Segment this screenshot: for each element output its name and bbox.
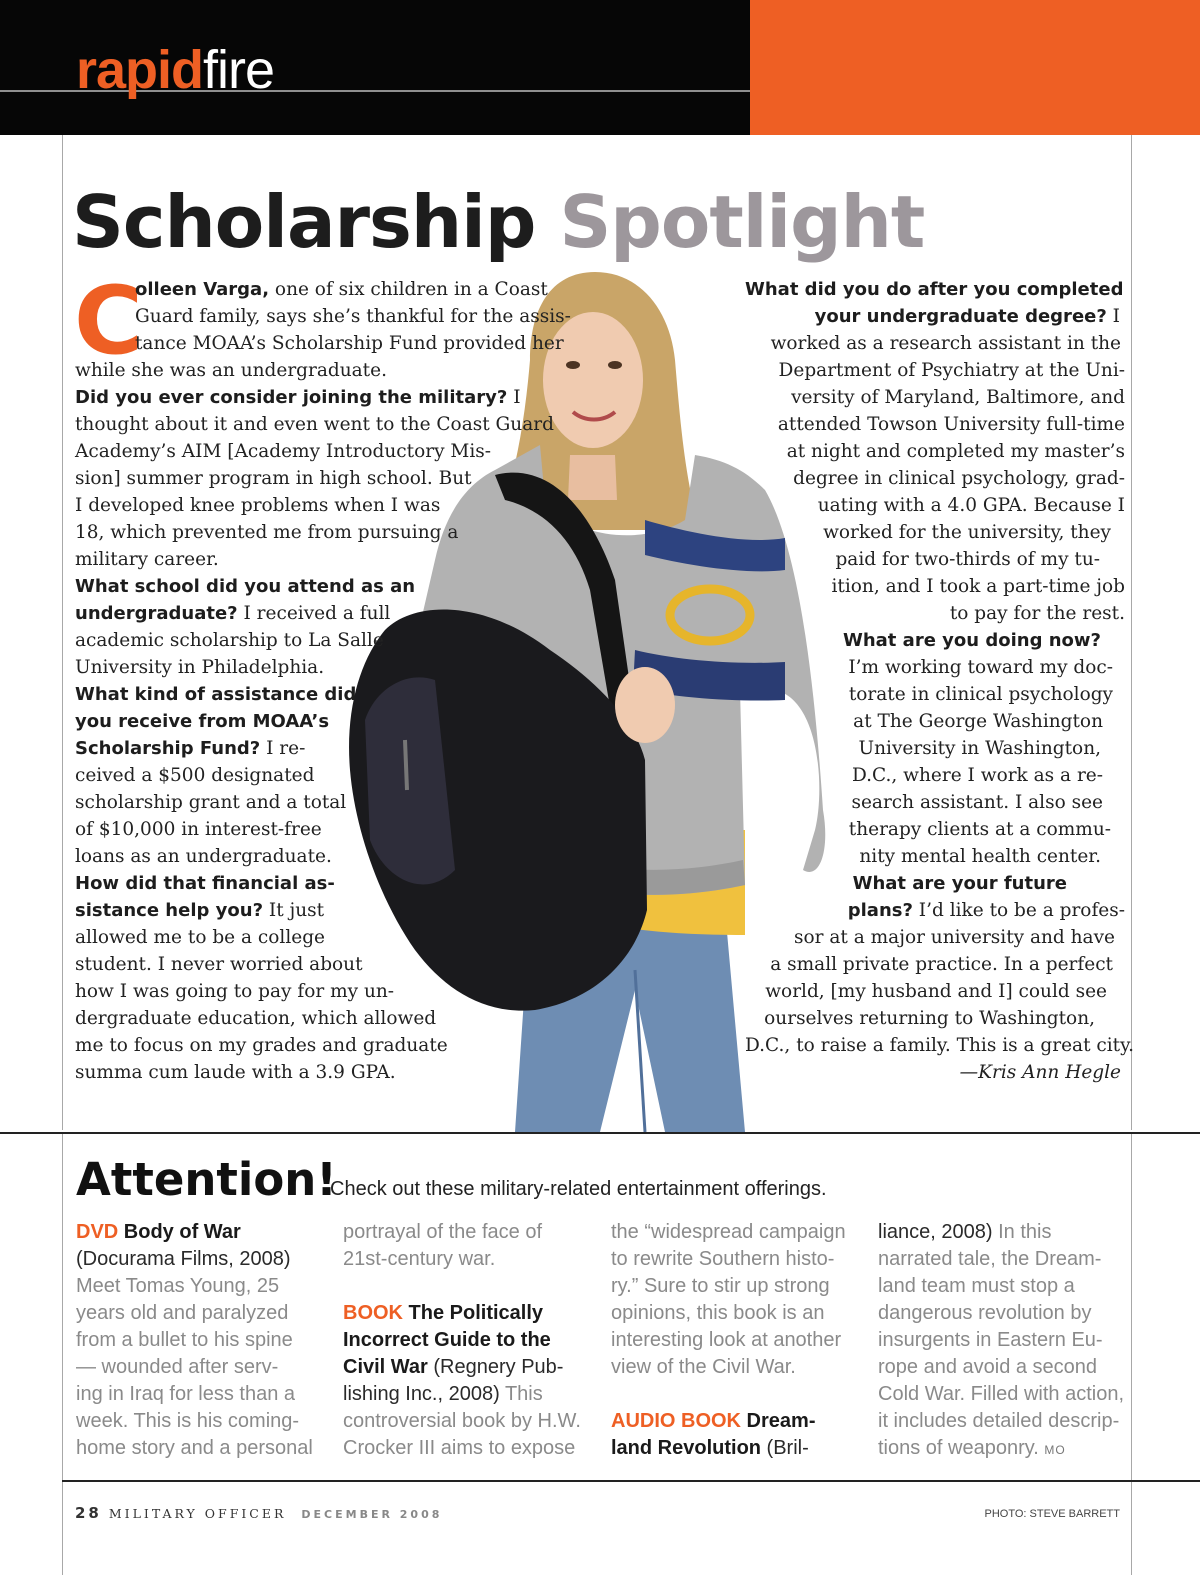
text-line bbox=[75, 627, 555, 654]
text-line bbox=[75, 978, 555, 1005]
text-line bbox=[611, 1408, 871, 1435]
question-text: What are you doing now? bbox=[842, 630, 1101, 651]
article-column-left bbox=[74, 267, 571, 1086]
body-text: week. This is his coming- bbox=[76, 1410, 300, 1432]
offering-column-4 bbox=[878, 1219, 1138, 1464]
text-line bbox=[75, 330, 564, 357]
text-line bbox=[878, 1246, 1138, 1273]
body-text: MO bbox=[1044, 1443, 1066, 1457]
text-line bbox=[75, 573, 555, 600]
body-text: search assistant. I also see bbox=[851, 792, 1103, 813]
body-text: land team must stop a bbox=[878, 1275, 1075, 1297]
body-text: attended Towson University full-time bbox=[777, 414, 1125, 435]
body-text: University in Philadelphia. bbox=[75, 657, 325, 678]
body-text: academic scholarship to La Salle bbox=[75, 630, 384, 651]
text-line bbox=[75, 465, 555, 492]
body-text: tance MOAA’s Scholarship Fund provided her bbox=[135, 333, 564, 354]
text-line bbox=[745, 735, 1125, 762]
page-title bbox=[72, 180, 924, 264]
text-line bbox=[745, 681, 1125, 708]
question-text: How did that financial as- bbox=[75, 873, 335, 894]
text-line bbox=[75, 951, 555, 978]
body-text: to rewrite Southern histo- bbox=[611, 1248, 835, 1270]
body-text: Meet Tomas Young, 25 bbox=[76, 1275, 280, 1297]
text-line bbox=[745, 627, 1125, 654]
body-text: thought about it and even went to the Coast Guard bbox=[75, 414, 554, 435]
body-text: allowed me to be a college bbox=[75, 927, 325, 948]
page-title-scholarship: Scholarship bbox=[72, 180, 536, 264]
text-line bbox=[745, 330, 1125, 357]
text-line bbox=[745, 411, 1125, 438]
body-text: University in Washington, bbox=[858, 738, 1101, 759]
text-line bbox=[878, 1435, 1138, 1464]
body-text: the “widespread campaign bbox=[611, 1221, 846, 1243]
text-line bbox=[75, 654, 555, 681]
body-text: I bbox=[1106, 306, 1120, 327]
body-text: In this bbox=[992, 1221, 1052, 1243]
body-text: degree in clinical psychology, grad- bbox=[793, 468, 1125, 489]
text-line bbox=[745, 951, 1125, 978]
text-line bbox=[745, 384, 1125, 411]
body-text: (Bril- bbox=[761, 1437, 809, 1459]
body-text: (Docurama Films, 2008) bbox=[76, 1248, 291, 1270]
body-text: uating with a 4.0 GPA. Because I bbox=[817, 495, 1125, 516]
text-line bbox=[745, 762, 1125, 789]
body-text: I’d like to be a profes- bbox=[912, 900, 1125, 921]
section-divider bbox=[0, 1132, 1200, 1134]
body-text: view of the Civil War. bbox=[611, 1356, 796, 1378]
text-line bbox=[745, 789, 1125, 816]
body-text: It just bbox=[263, 900, 325, 921]
question-text: your undergraduate degree? bbox=[814, 306, 1107, 327]
body-text: one of six children in a Coast bbox=[269, 279, 548, 300]
media-title: Incorrect Guide to the bbox=[343, 1329, 551, 1351]
body-text: controversial book by H.W. bbox=[343, 1410, 581, 1432]
body-text: tions of weaponry. bbox=[878, 1437, 1045, 1459]
text-line bbox=[611, 1273, 871, 1300]
attention-heading: Attention! bbox=[76, 1153, 337, 1206]
body-text: (Regnery Pub- bbox=[427, 1356, 564, 1378]
text-line bbox=[745, 600, 1125, 627]
body-text: Guard family, says she’s thankful for the assis- bbox=[135, 306, 571, 327]
text-line bbox=[75, 897, 555, 924]
text-line bbox=[611, 1435, 871, 1462]
text-line bbox=[75, 357, 555, 384]
body-text: 18, which prevented me from pursuing a bbox=[75, 522, 459, 543]
question-text: What kind of assistance did bbox=[75, 684, 357, 705]
question-text: sistance help you? bbox=[75, 900, 264, 921]
text-line bbox=[76, 1273, 336, 1300]
body-text: torate in clinical psychology bbox=[848, 684, 1113, 705]
body-text: opinions, this book is an bbox=[611, 1302, 825, 1324]
body-text: dergraduate education, which allowed bbox=[75, 1008, 437, 1029]
body-text: D.C., where I work as a re- bbox=[851, 765, 1103, 786]
body-text: of $10,000 in interest-free bbox=[75, 819, 322, 840]
media-category: BOOK bbox=[343, 1302, 403, 1324]
magazine-name: MILITARY OFFICER bbox=[108, 1506, 287, 1521]
body-text: This bbox=[499, 1383, 543, 1405]
body-text: I developed knee problems when I was bbox=[75, 495, 441, 516]
body-text: ry.” Sure to stir up strong bbox=[611, 1275, 830, 1297]
body-text: how I was going to pay for my un- bbox=[75, 981, 395, 1002]
text-line bbox=[75, 1059, 555, 1086]
issue-date: DECEMBER 2008 bbox=[301, 1508, 443, 1521]
header-band-orange bbox=[750, 0, 1200, 135]
frame-rule-right bbox=[1131, 135, 1132, 1130]
text-line bbox=[745, 708, 1125, 735]
text-line bbox=[75, 924, 555, 951]
text-line bbox=[611, 1219, 871, 1246]
body-text: military career. bbox=[75, 549, 219, 570]
text-line bbox=[611, 1327, 871, 1354]
body-text: narrated tale, the Dream- bbox=[878, 1248, 1102, 1270]
body-text: Academy’s AIM [Academy Introductory Mis- bbox=[75, 441, 492, 462]
text-line bbox=[745, 519, 1125, 546]
offering-column-1 bbox=[76, 1219, 336, 1462]
body-text: at The George Washington bbox=[853, 711, 1103, 732]
text-line bbox=[745, 357, 1125, 384]
text-line bbox=[75, 546, 555, 573]
body-text: ing in Iraq for less than a bbox=[76, 1383, 296, 1405]
text-line bbox=[878, 1381, 1138, 1408]
body-text: at night and completed my master’s bbox=[786, 441, 1125, 462]
text-line bbox=[75, 1032, 555, 1059]
body-text: I received a full bbox=[237, 603, 391, 624]
text-line bbox=[75, 870, 555, 897]
text-line bbox=[75, 735, 555, 762]
text-line bbox=[75, 681, 555, 708]
photo-credit: PHOTO: STEVE BARRETT bbox=[984, 1508, 1120, 1520]
offering-column-3 bbox=[611, 1219, 871, 1462]
body-text: —Kris Ann Hegle bbox=[959, 1062, 1121, 1083]
body-text: rope and avoid a second bbox=[878, 1356, 1098, 1378]
text-line bbox=[75, 492, 555, 519]
text-line bbox=[745, 465, 1125, 492]
body-text: interesting look at another bbox=[611, 1329, 842, 1351]
text-line bbox=[745, 924, 1125, 951]
text-line bbox=[611, 1300, 871, 1327]
section-label-fire: fire bbox=[203, 40, 275, 100]
text-line bbox=[745, 654, 1125, 681]
text-line bbox=[76, 1408, 336, 1435]
body-text: lishing Inc., 2008) bbox=[343, 1383, 500, 1405]
body-text: paid for two-thirds of my tu- bbox=[835, 549, 1100, 570]
page-number: 28 bbox=[75, 1504, 102, 1522]
body-text: loans as an undergraduate. bbox=[75, 846, 332, 867]
body-text: Department of Psychiatry at the Uni- bbox=[778, 360, 1125, 381]
text-line bbox=[76, 1246, 336, 1273]
body-text: liance, 2008) bbox=[878, 1221, 993, 1243]
body-text: ition, and I took a part-time job bbox=[831, 576, 1125, 597]
text-line bbox=[76, 1381, 336, 1408]
question-text: Scholarship Fund? bbox=[75, 738, 261, 759]
body-text: summa cum laude with a 3.9 GPA. bbox=[75, 1062, 396, 1083]
text-line bbox=[76, 1327, 336, 1354]
question-text: What are your future bbox=[852, 873, 1067, 894]
text-line bbox=[75, 1005, 555, 1032]
text-line bbox=[745, 303, 1125, 330]
body-text: scholarship grant and a total bbox=[75, 792, 347, 813]
article-column-right bbox=[745, 276, 1134, 1086]
text-line bbox=[745, 276, 1125, 303]
body-text: years old and paralyzed bbox=[76, 1302, 289, 1324]
text-line bbox=[343, 1435, 603, 1462]
body-text: I bbox=[507, 387, 521, 408]
body-text: versity of Maryland, Baltimore, and bbox=[791, 387, 1125, 408]
body-text: D.C., to raise a family. This is a great city. bbox=[745, 1035, 1134, 1056]
text-line bbox=[75, 816, 555, 843]
text-line bbox=[878, 1273, 1138, 1300]
media-category: DVD bbox=[76, 1221, 119, 1243]
body-text: I re- bbox=[260, 738, 306, 759]
text-line bbox=[878, 1408, 1138, 1435]
text-line bbox=[75, 789, 555, 816]
page-footer bbox=[75, 1504, 442, 1522]
body-text: home story and a personal bbox=[76, 1437, 313, 1459]
footer-divider bbox=[62, 1480, 1200, 1482]
media-title: Dream- bbox=[741, 1410, 816, 1432]
body-text: ourselves returning to Washington, bbox=[764, 1008, 1095, 1029]
text-line bbox=[745, 1005, 1125, 1032]
text-line bbox=[745, 1059, 1125, 1086]
frame-rule-left-lower bbox=[62, 1134, 63, 1575]
body-text: Cold War. Filled with action, bbox=[878, 1383, 1125, 1405]
media-category: AUDIO BOOK bbox=[611, 1410, 741, 1432]
text-line bbox=[745, 870, 1125, 897]
body-text: nity mental health center. bbox=[859, 846, 1101, 867]
text-line bbox=[343, 1300, 603, 1327]
offering-column-2 bbox=[343, 1219, 603, 1462]
body-text: a small private practice. In a perfect bbox=[770, 954, 1113, 975]
text-line bbox=[76, 1435, 336, 1462]
text-line bbox=[76, 1219, 336, 1246]
body-text: Crocker III aims to expose bbox=[343, 1437, 576, 1459]
text-line bbox=[343, 1408, 603, 1435]
body-text: worked as a research assistant in the bbox=[770, 333, 1121, 354]
text-line bbox=[611, 1354, 871, 1381]
body-text: insurgents in Eastern Eu- bbox=[878, 1329, 1103, 1351]
body-text: world, [my husband and I] could see bbox=[765, 981, 1107, 1002]
question-text: plans? bbox=[847, 900, 913, 921]
body-text: student. I never worried about bbox=[75, 954, 363, 975]
body-text: from a bullet to his spine bbox=[76, 1329, 293, 1351]
text-line bbox=[745, 492, 1125, 519]
body-text: 21st-century war. bbox=[343, 1248, 496, 1270]
media-title: Civil War bbox=[343, 1356, 428, 1378]
body-text: portrayal of the face of bbox=[343, 1221, 543, 1243]
text-line bbox=[75, 843, 555, 870]
text-line bbox=[75, 519, 555, 546]
text-line bbox=[75, 411, 555, 438]
text-line bbox=[878, 1354, 1138, 1381]
text-line bbox=[878, 1327, 1138, 1354]
text-line bbox=[343, 1327, 603, 1354]
body-text: dangerous revolution by bbox=[878, 1302, 1092, 1324]
text-line bbox=[878, 1219, 1138, 1246]
text-line bbox=[745, 546, 1125, 573]
text-line bbox=[75, 276, 555, 303]
body-text: ceived a $500 designated bbox=[75, 765, 315, 786]
page-title-spotlight: Spotlight bbox=[559, 180, 925, 264]
text-line bbox=[343, 1219, 603, 1246]
body-text: — wounded after serv- bbox=[76, 1356, 279, 1378]
body-text: sor at a major university and have bbox=[794, 927, 1115, 948]
text-line bbox=[745, 816, 1125, 843]
text-line bbox=[745, 843, 1125, 870]
question-text: What did you do after you completed bbox=[745, 279, 1124, 300]
text-line bbox=[611, 1381, 871, 1408]
body-text: while she was an undergraduate. bbox=[75, 360, 387, 381]
text-line bbox=[75, 438, 555, 465]
body-text: sion] summer program in high school. But bbox=[75, 468, 472, 489]
body-text: it includes detailed descrip- bbox=[878, 1410, 1120, 1432]
question-text: What school did you attend as an bbox=[75, 576, 416, 597]
text-line bbox=[878, 1300, 1138, 1327]
text-line bbox=[76, 1354, 336, 1381]
question-text: you receive from MOAA’s bbox=[75, 711, 330, 732]
question-text: Did you ever consider joining the military? bbox=[75, 387, 508, 408]
text-line bbox=[343, 1381, 603, 1408]
text-line bbox=[611, 1246, 871, 1273]
question-text: olleen Varga, bbox=[135, 279, 270, 300]
text-line bbox=[745, 1032, 1134, 1059]
media-title: Body of War bbox=[118, 1221, 241, 1243]
text-line bbox=[75, 303, 571, 330]
body-text: me to focus on my grades and graduate bbox=[75, 1035, 448, 1056]
text-line bbox=[745, 573, 1125, 600]
body-text: worked for the university, they bbox=[823, 522, 1111, 543]
drop-cap: C bbox=[74, 267, 143, 376]
media-title: land Revolution bbox=[611, 1437, 761, 1459]
text-line bbox=[343, 1246, 603, 1273]
text-line bbox=[745, 438, 1125, 465]
text-line bbox=[343, 1273, 603, 1300]
body-text: therapy clients at a commu- bbox=[848, 819, 1111, 840]
text-line bbox=[75, 708, 555, 735]
body-text: I’m working toward my doc- bbox=[848, 657, 1113, 678]
section-label-rapid: rapid bbox=[76, 40, 204, 100]
attention-subheading: Check out these military-related entertainment offerings. bbox=[330, 1178, 827, 1200]
text-line bbox=[343, 1354, 603, 1381]
question-text: undergraduate? bbox=[75, 603, 238, 624]
text-line bbox=[75, 384, 555, 411]
body-text: to pay for the rest. bbox=[949, 603, 1125, 624]
text-line bbox=[75, 762, 555, 789]
frame-rule-left bbox=[62, 135, 63, 1130]
section-label bbox=[76, 40, 274, 100]
media-title: The Politically bbox=[403, 1302, 544, 1324]
text-line bbox=[76, 1300, 336, 1327]
text-line bbox=[745, 897, 1125, 924]
text-line bbox=[75, 600, 555, 627]
text-line bbox=[745, 978, 1125, 1005]
